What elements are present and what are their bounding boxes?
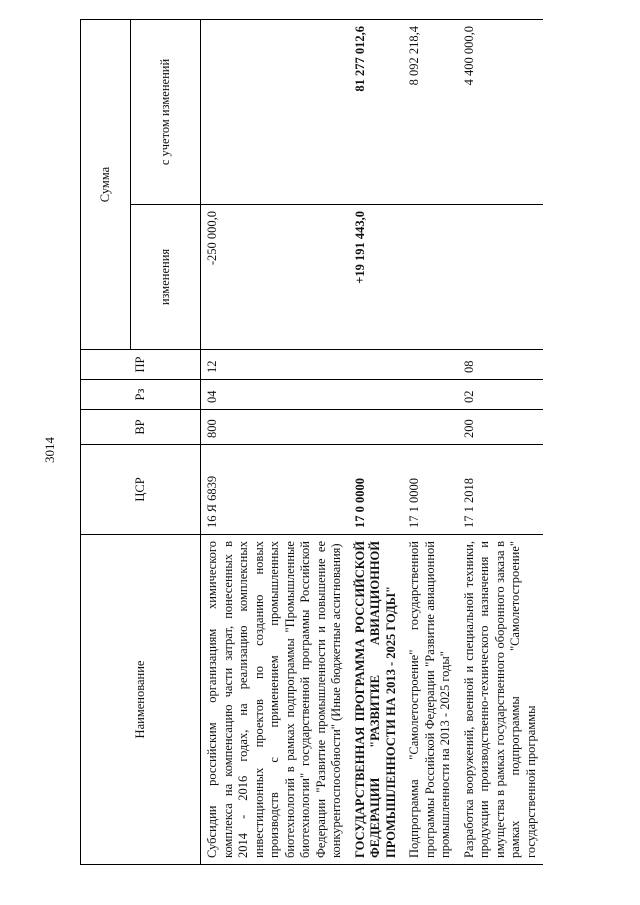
row-vr: 800: [201, 410, 349, 445]
header-row: [81, 20, 131, 865]
header-name: Наименование: [81, 535, 201, 865]
row-change: [458, 205, 544, 350]
header-sum: Сумма: [81, 20, 131, 350]
header-vr: ВР: [81, 410, 201, 445]
rotated-table-wrapper: [80, 20, 600, 865]
row-name: Подпрограмма "Самолетостроение" государственной программы Российской Федерации "Развитие авиационной промышленности на 2013 - 2025 годы": [403, 535, 458, 865]
row-pr: [349, 350, 404, 380]
header-changes: изменения: [131, 205, 201, 350]
row-rz: [403, 380, 458, 410]
row-total: 81 277 012,6: [349, 20, 404, 205]
row-total: 8 092 218,4: [403, 20, 458, 205]
row-change: -250 000,0: [201, 205, 349, 350]
row-pr: 12: [201, 350, 349, 380]
row-csr: 17 1 0000: [403, 445, 458, 535]
table-row: [349, 20, 404, 865]
row-rz: 02: [458, 380, 544, 410]
page-number: 3014: [42, 437, 57, 463]
header-pr: ПР: [81, 350, 201, 380]
row-pr: 08: [458, 350, 544, 380]
row-total: [201, 20, 349, 205]
row-vr: [403, 410, 458, 445]
row-vr: 200: [458, 410, 544, 445]
row-change: +19 191 443,0: [349, 205, 404, 350]
row-total: 4 400 000,0: [458, 20, 544, 205]
row-csr: 17 0 0000: [349, 445, 404, 535]
row-csr: 17 1 2018: [458, 445, 544, 535]
header-csr: ЦСР: [81, 445, 201, 535]
row-rz: 04: [201, 380, 349, 410]
table-row: [201, 20, 349, 865]
header-with-changes: с учетом изменений: [131, 20, 201, 205]
row-csr: 16 Я 6839: [201, 445, 349, 535]
row-change: [403, 205, 458, 350]
row-rz: [349, 380, 404, 410]
row-name: ГОСУДАРСТВЕННАЯ ПРОГРАММА РОССИЙСКОЙ ФЕДЕРАЦИИ "РАЗВИТИЕ АВИАЦИОННОЙ ПРОМЫШЛЕННОСТИ НА 2013 - 2025 ГОДЫ": [349, 535, 404, 865]
header-rz: Рз: [81, 380, 201, 410]
table-row: [403, 20, 458, 865]
row-name: Разработка вооружений, военной и специальной техники, продукции производственно-технического назначения и имущества в рамках государственного оборонного заказа в рамках подпрограммы "Самолетостроение" государственной программы: [458, 535, 544, 865]
table-row: [458, 20, 544, 865]
row-pr: [403, 350, 458, 380]
row-name: Субсидии российским организациям химического комплекса на компенсацию части затрат, понесенных в 2014 - 2016 годах, на реализацию комплексных инвестиционных проектов по созданию новых производств с применением промышленных биотехнологий в рамках подпрограммы "Промышленные биотехнологии" государственной программы Российской Федерации "Развитие промышленности и повышение ее конкурентоспособности" (Иные бюджетные ассигнования): [201, 535, 349, 865]
row-vr: [349, 410, 404, 445]
budget-table: [80, 19, 543, 865]
